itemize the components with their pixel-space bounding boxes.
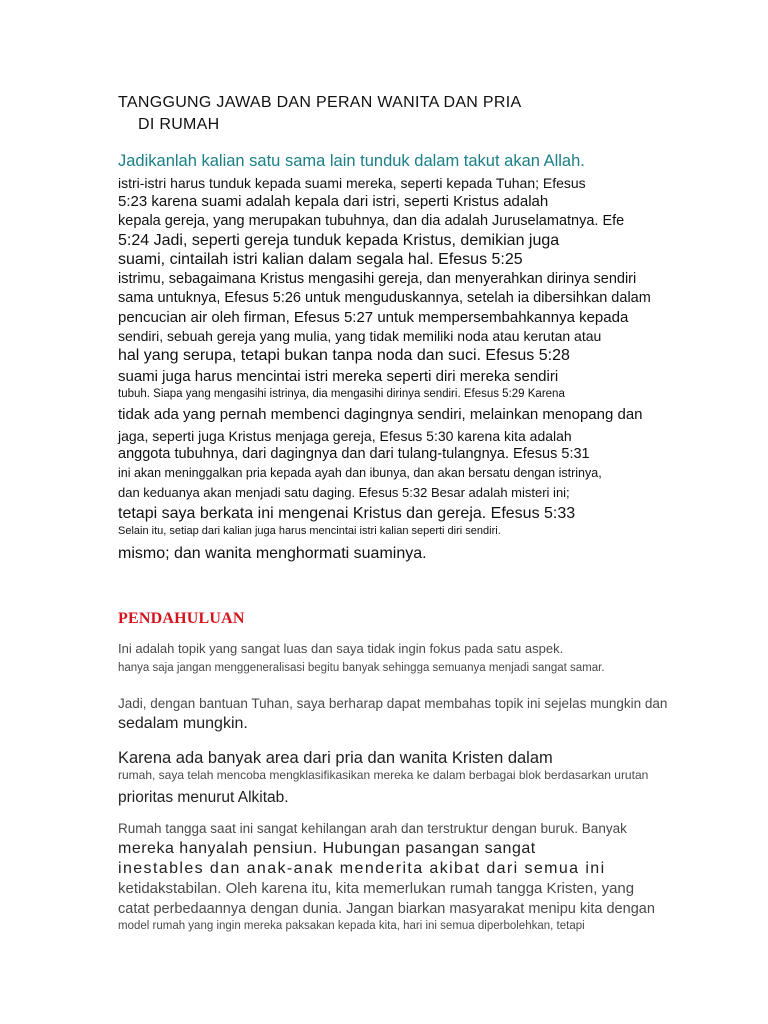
body-line: tidak ada yang pernah membenci dagingnya sendiri, melainkan menopang dan	[118, 406, 643, 423]
intro-line: Ini adalah topik yang sangat luas dan saya tidak ingin fokus pada satu aspek.	[118, 641, 564, 656]
body-line: suami, cintailah istri kalian dalam segala hal. Efesus 5:25	[118, 251, 523, 268]
body-line: pencucian air oleh firman, Efesus 5:27 untuk mempersembahkannya kepada	[118, 309, 629, 326]
body-line: Selain itu, setiap dari kalian juga harus mencintai istri kalian seperti diri sendiri.	[118, 525, 501, 537]
body-line: jaga, seperti juga Kristus menjaga gereja, Efesus 5:30 karena kita adalah	[118, 428, 572, 444]
section-heading: PENDAHULUAN	[118, 610, 245, 627]
body-line: kepala gereja, yang merupakan tubuhnya, dan dia adalah Juruselamatnya. Efe	[118, 213, 625, 229]
body-line: ini akan meninggalkan pria kepada ayah dan ibunya, dan akan bersatu dengan istrinya,	[118, 466, 602, 480]
body-line: mismo; dan wanita menghormati suaminya.	[118, 545, 427, 562]
intro-line: Karena ada banyak area dari pria dan wanita Kristen dalam	[118, 749, 553, 767]
body-line: suami juga harus mencintai istri mereka seperti diri mereka sendiri	[118, 368, 559, 385]
document-title-line-1: TANGGUNG JAWAB DAN PERAN WANITA DAN PRIA	[118, 94, 522, 111]
intro-line: Rumah tangga saat ini sangat kehilangan arah dan terstruktur dengan buruk. Banyak	[118, 821, 627, 836]
body-line: tubuh. Siapa yang mengasihi istrinya, dia mengasihi dirinya sendiri. Efesus 5:29 Karena	[118, 388, 565, 400]
intro-line: model rumah yang ingin mereka paksakan kepada kita, hari ini semua diperbolehkan, tetapi	[118, 920, 585, 932]
body-line: sama untuknya, Efesus 5:26 untuk menguduskannya, setelah ia dibersihkan dalam	[118, 290, 651, 306]
intro-line: inestables dan anak-anak menderita akibat dari semua ini	[118, 860, 606, 877]
body-line: sendiri, sebuah gereja yang mulia, yang tidak memiliki noda atau kerutan atau	[118, 328, 602, 344]
body-line: istri-istri harus tunduk kepada suami mereka, seperti kepada Tuhan; Efesus	[118, 175, 586, 191]
intro-line: rumah, saya telah mencoba mengklasifikasikan mereka ke dalam berbagai blok berdasarkan urutan	[118, 768, 649, 782]
body-line: 5:23 karena suami adalah kepala dari istri, seperti Kristus adalah	[118, 193, 549, 210]
body-line: 5:24 Jadi, seperti gereja tunduk kepada Kristus, demikian juga	[118, 232, 560, 249]
intro-line: ketidakstabilan. Oleh karena itu, kita memerlukan rumah tangga Kristen, yang	[118, 880, 635, 897]
body-line: dan keduanya akan menjadi satu daging. Efesus 5:32 Besar adalah misteri ini;	[118, 485, 570, 500]
intro-line: Jadi, dengan bantuan Tuhan, saya berharap dapat membahas topik ini sejelas mungkin dan	[118, 696, 668, 711]
body-line: hal yang serupa, tetapi bukan tanpa noda dan suci. Efesus 5:28	[118, 347, 570, 364]
intro-line: sedalam mungkin.	[118, 715, 248, 732]
body-line: istrimu, sebagaimana Kristus mengasihi gereja, dan menyerahkan dirinya sendiri	[118, 271, 637, 287]
body-line: Jadikanlah kalian satu sama lain tunduk dalam takut akan Allah.	[118, 152, 585, 170]
body-line: anggota tubuhnya, dari dagingnya dan dari tulang-tulangnya. Efesus 5:31	[118, 446, 590, 462]
document-title-line-2: DI RUMAH	[138, 116, 220, 133]
intro-line: hanya saja jangan menggeneralisasi begitu banyak sehingga semuanya menjadi sangat samar.	[118, 662, 605, 674]
body-line: tetapi saya berkata ini mengenai Kristus dan gereja. Efesus 5:33	[118, 505, 576, 522]
intro-line: catat perbedaannya dengan dunia. Jangan biarkan masyarakat menipu kita dengan	[118, 901, 655, 917]
intro-line: mereka hanyalah pensiun. Hubungan pasangan sangat	[118, 840, 536, 857]
intro-line: prioritas menurut Alkitab.	[118, 789, 289, 806]
